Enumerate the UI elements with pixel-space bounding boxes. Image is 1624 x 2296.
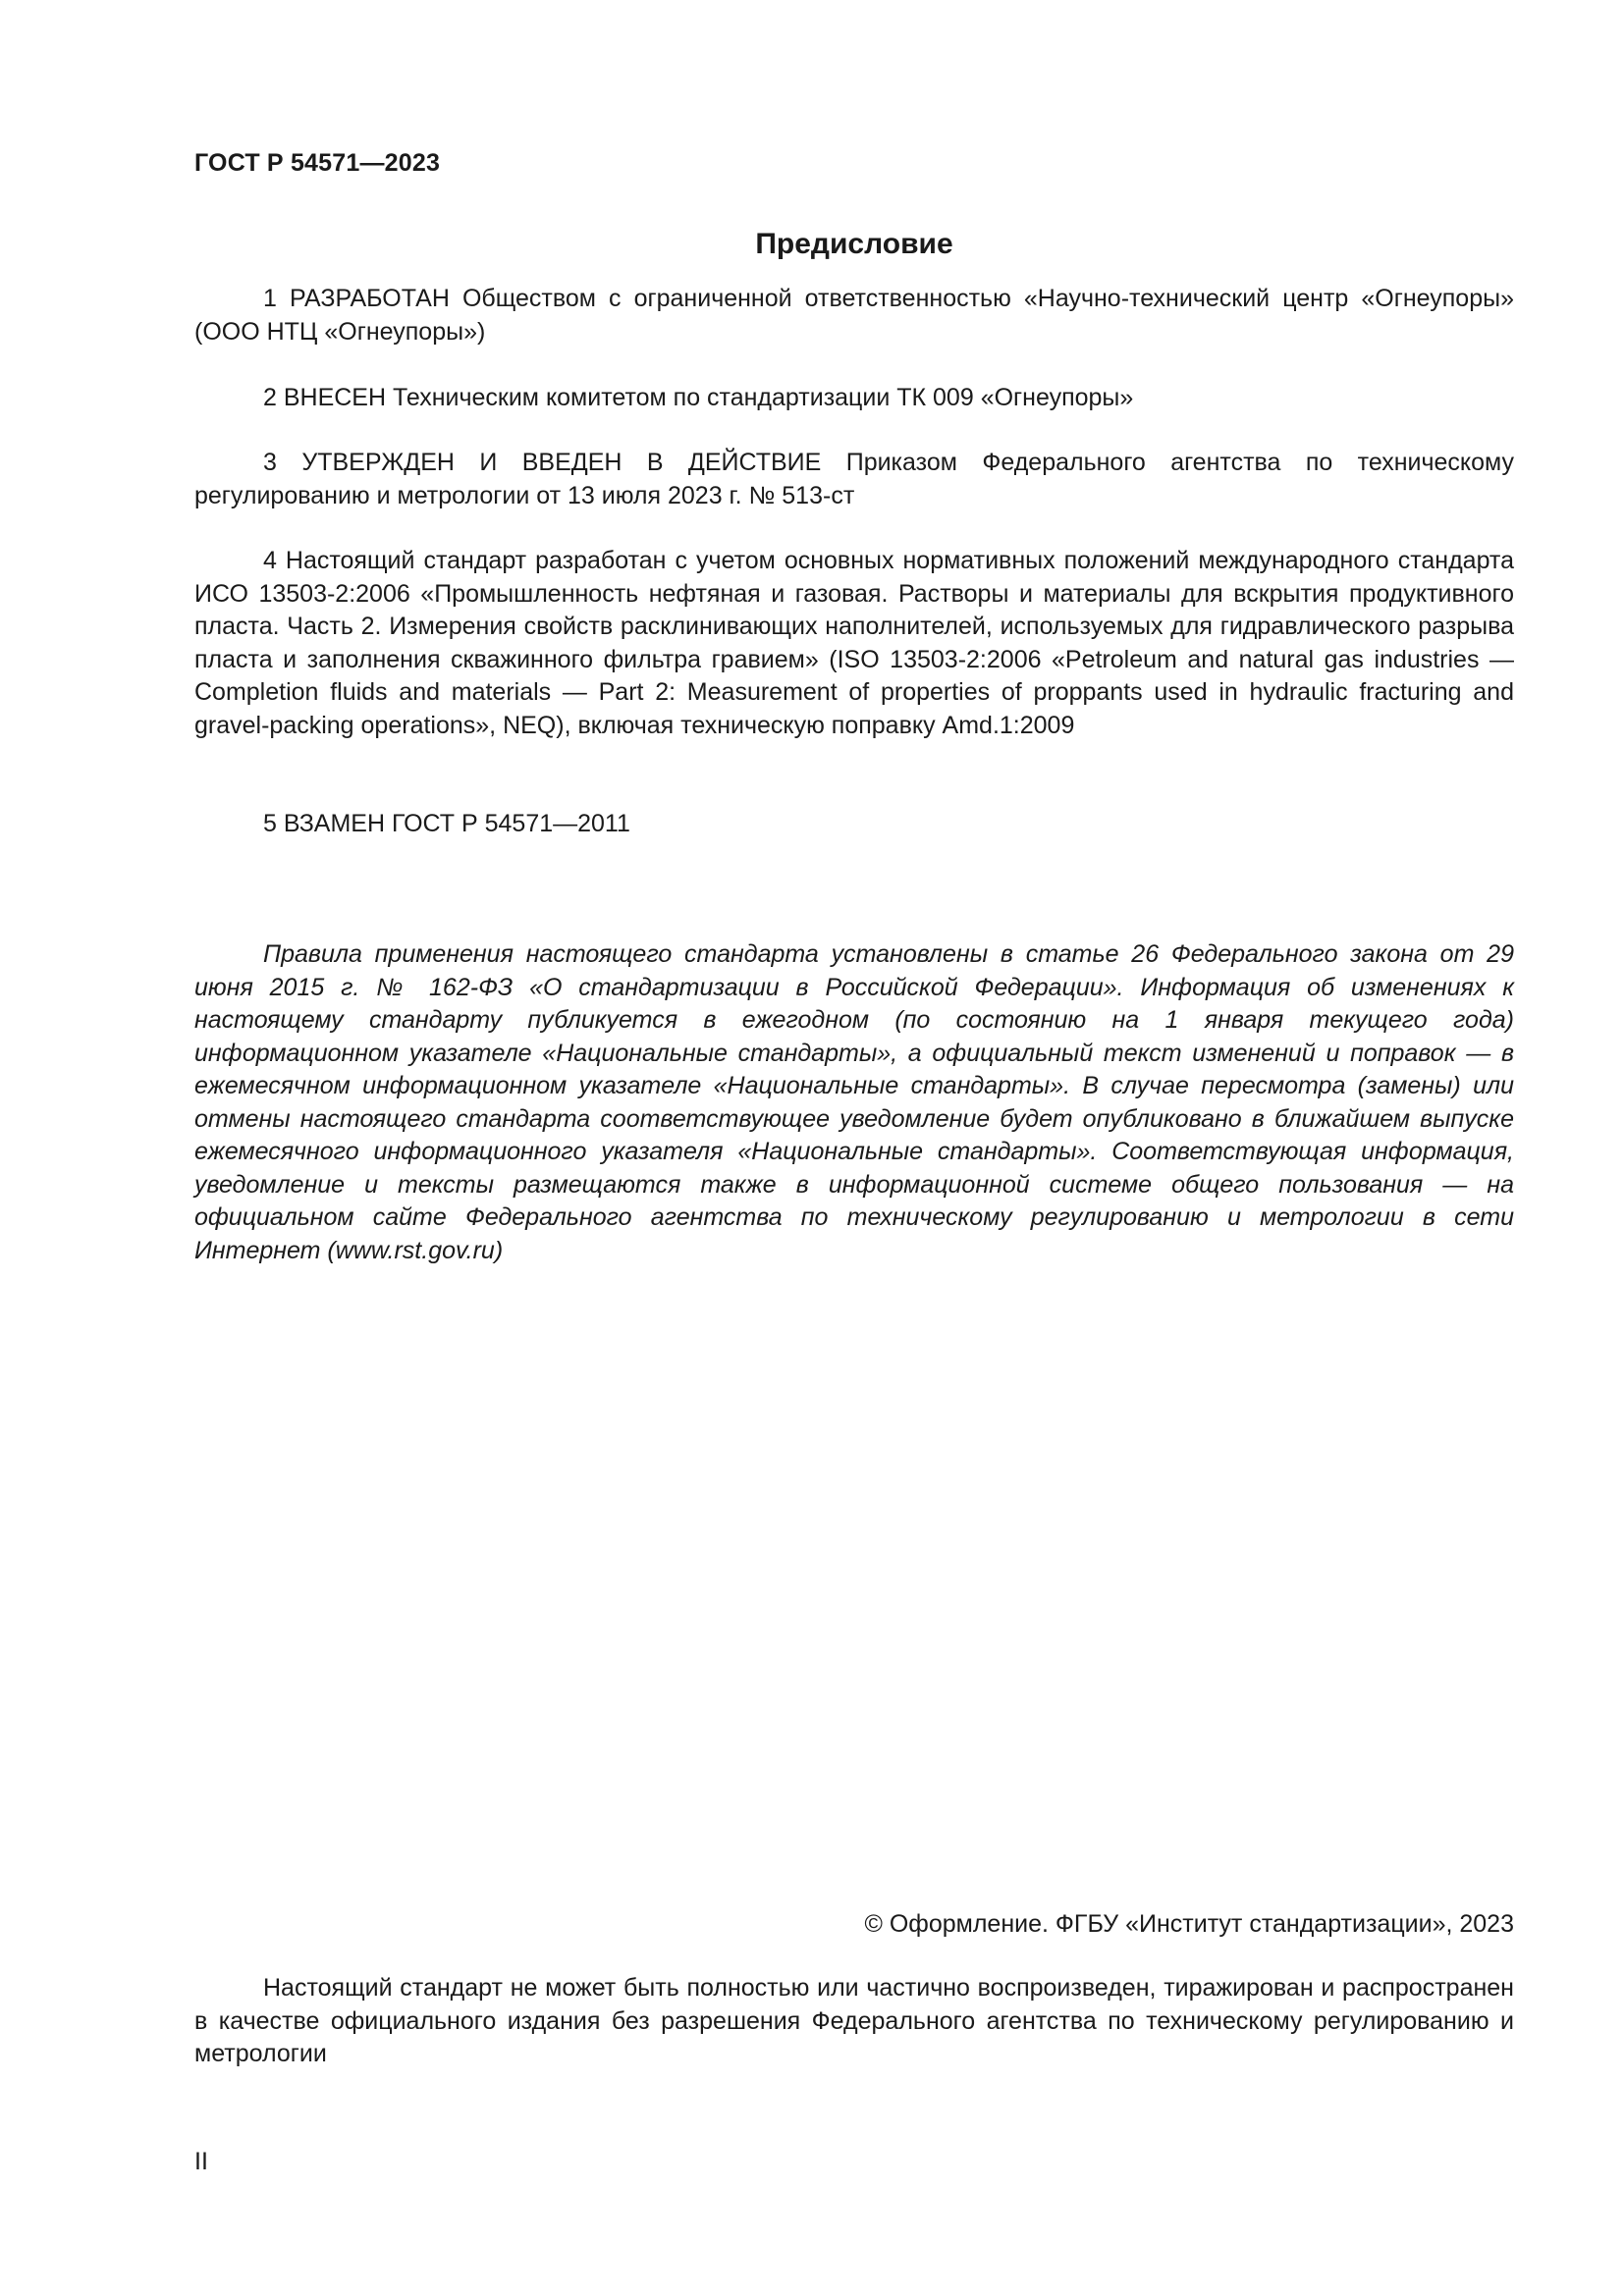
foreword-item-5: 5 ВЗАМЕН ГОСТ Р 54571—2011	[263, 810, 630, 837]
foreword-item-2: 2 ВНЕСЕН Техническим комитетом по стандартизации ТК 009 «Огнеупоры»	[263, 384, 1134, 411]
copyright-line: © Оформление. ФГБУ «Институт стандартизации», 2023	[864, 1910, 1514, 1938]
reproduction-note: Настоящий стандарт не может быть полностью или частично воспроизведен, тиражирован и распространен в качестве официального издания без разрешения Федерального агентства по техническому регулированию и метрологии	[194, 1974, 1514, 2067]
rules-note: Правила применения настоящего стандарта установлены в статье 26 Федерального закона от 29 июня 2015 г. № 162-ФЗ «О стандартизации в Российской Федерации». Информация об изменениях к настоящему стандарту публикуется в ежегодном (по состоянию на 1 января текущего года) информационном указателе «Национальные стандарты», а официальный текст изменений и поправок — в ежемесячном информационном указателе «Национальные стандарты». В случае пересмотра (замены) или отмены настоящего стандарта соответствующее уведомление будет опубликовано в ближайшем выпуске ежемесячного информационного указателя «Национальные стандарты». Соответствующая информация, уведомление и тексты размещаются также в информационной системе общего пользования — на официальном сайте Федерального агентства по техническому регулированию и метрологии в сети Интернет (www.rst.gov.ru)	[194, 940, 1514, 1264]
page-number: II	[194, 2148, 208, 2175]
foreword-item-4: 4 Настоящий стандарт разработан с учетом основных нормативных положений международного стандарта ИСО 13503-2:2006 «Промышленность нефтяная и газовая. Растворы и материалы для вскрытия продуктивного пласта. Часть 2. Измерения свойств расклинивающих наполнителей, используемых для гидравлического разрыва пласта и заполнения скважинного фильтра гравием» (ISO 13503-2:2006 «Petroleum and natural gas industries — Completion fluids and materials — Part 2: Measurement of properties of proppants used in hydraulic fracturing and gravel-packing operations», NEQ), включая техническую поправку Amd.1:2009	[194, 547, 1514, 739]
document-code: ГОСТ Р 54571—2023	[194, 149, 441, 177]
page-title: Предисловие	[755, 228, 953, 260]
foreword-item-3: 3 УТВЕРЖДЕН И ВВЕДЕН В ДЕЙСТВИЕ Приказом Федерального агентства по техническому регулированию и метрологии от 13 июля 2023 г. № 513-ст	[194, 449, 1514, 509]
foreword-item-1: 1 РАЗРАБОТАН Обществом с ограниченной ответственностью «Научно-технический центр «Огнеупоры» (ООО НТЦ «Огнеупоры»)	[194, 285, 1514, 346]
